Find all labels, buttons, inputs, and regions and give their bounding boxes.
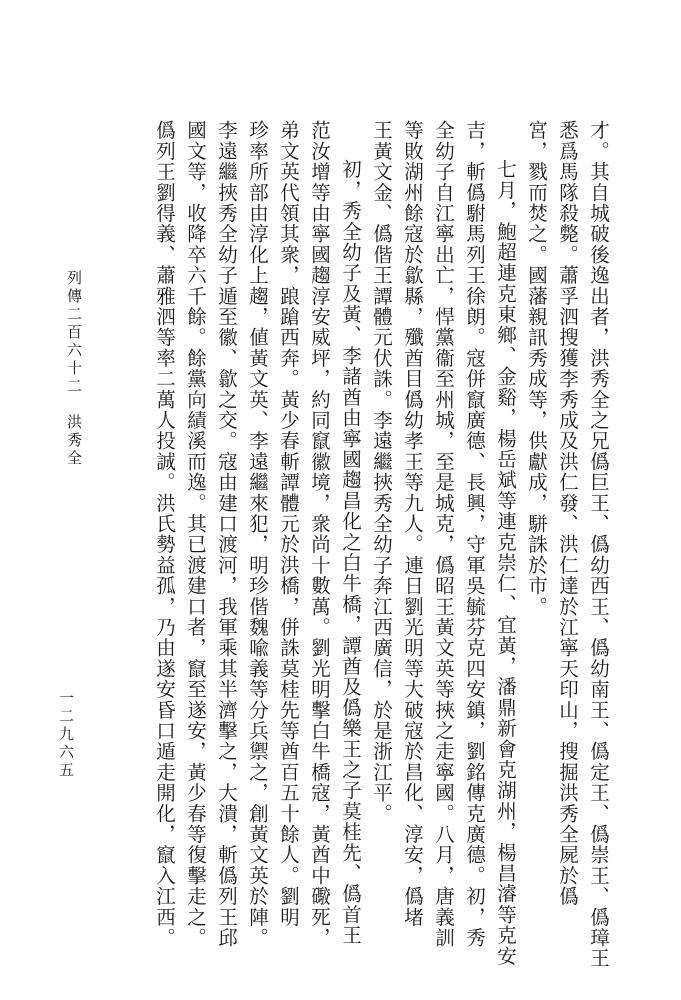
main-text bbox=[94, 120, 614, 969]
text-column: 珍率所部由淳化上趨，値黃文英、李遠繼來犯，明珍偕魏喩義等分兵禦之，創黃文英於陣。 bbox=[246, 120, 269, 948]
text-column: 全幼子自江寧出亡，悍黨衞至州城，至是城克，僞昭王黃文英等挾之走寧國。八月，唐義訓 bbox=[432, 120, 455, 948]
text-column: 七月，鮑超連克東鄉、金谿，楊岳斌等連克崇仁、宜黃，潘鼎新會克湖州，楊昌濬等克安 bbox=[494, 159, 517, 967]
text-column: 悉爲馬隊殺斃。蕭孚泗搜獲李秀成及洪仁發、洪仁達於江寧天印山，搜掘洪秀全屍於僞 bbox=[556, 120, 579, 907]
text-column: 弟文英代領其衆，踉蹌西奔。黃少春斬譚體元於洪橋，併誅莫桂先等酋百五十餘人。劉明 bbox=[277, 120, 300, 928]
text-column: 僞列王劉得義、蕭雅泗等率二萬人投誠。洪氏勢益孤，乃由遂安昏口遁走開化，竄入江西。 bbox=[153, 120, 176, 948]
text-column: 王黃文金、僞偕王譚體元伏誅。李遠繼挾秀全幼子奔江西廣信，於是浙江平。 bbox=[370, 120, 393, 824]
text-column: 國文等，收降卒六千餘。餘黨向績溪而逸。其已渡建口者，竄至遂安，黃少春等復擊走之。 bbox=[184, 120, 207, 948]
running-head: 列傳二百六十二 洪秀全 bbox=[65, 270, 83, 468]
text-column: 吉，斬僞駙馬列王徐朗。寇併竄廣德、長興，守軍吳毓芬克四安鎮，劉銘傳克廣德。初，秀 bbox=[463, 120, 486, 948]
text-column: 才。其自城破後逸出者，洪秀全之兄僞巨王、僞幼西王、僞幼南王、僞定王、僞崇王、僞璋王 bbox=[587, 120, 610, 969]
text-column: 范汝增等由寧國趨淳安威坪，約同竄徽境，衆尚十數萬。劉光明擊白牛橋寇，黃酋中礮死， bbox=[308, 120, 331, 948]
text-column: 初，秀全幼子及黃、李諸酋由寧國趨昌化之白牛橋，譚酋及僞樂王之子莫桂先、僞首王 bbox=[339, 159, 362, 946]
text-column: 宮，戮而焚之。國藩親訊秀成等，供獻成，駢誅於市。 bbox=[525, 120, 548, 617]
text-column: 等敗湖州餘寇於歙縣，殲酋目僞幼孝王等九人。連日劉光明等大破寇於昌化、淳安，僞堵 bbox=[401, 120, 424, 928]
page-number: 一二九六五 bbox=[57, 690, 75, 780]
text-column: 李遠繼挾秀全幼子遁至徽、歙之交。寇由建口渡河，我軍乘其半濟擊之，大潰，斬僞列王邱 bbox=[215, 120, 238, 948]
